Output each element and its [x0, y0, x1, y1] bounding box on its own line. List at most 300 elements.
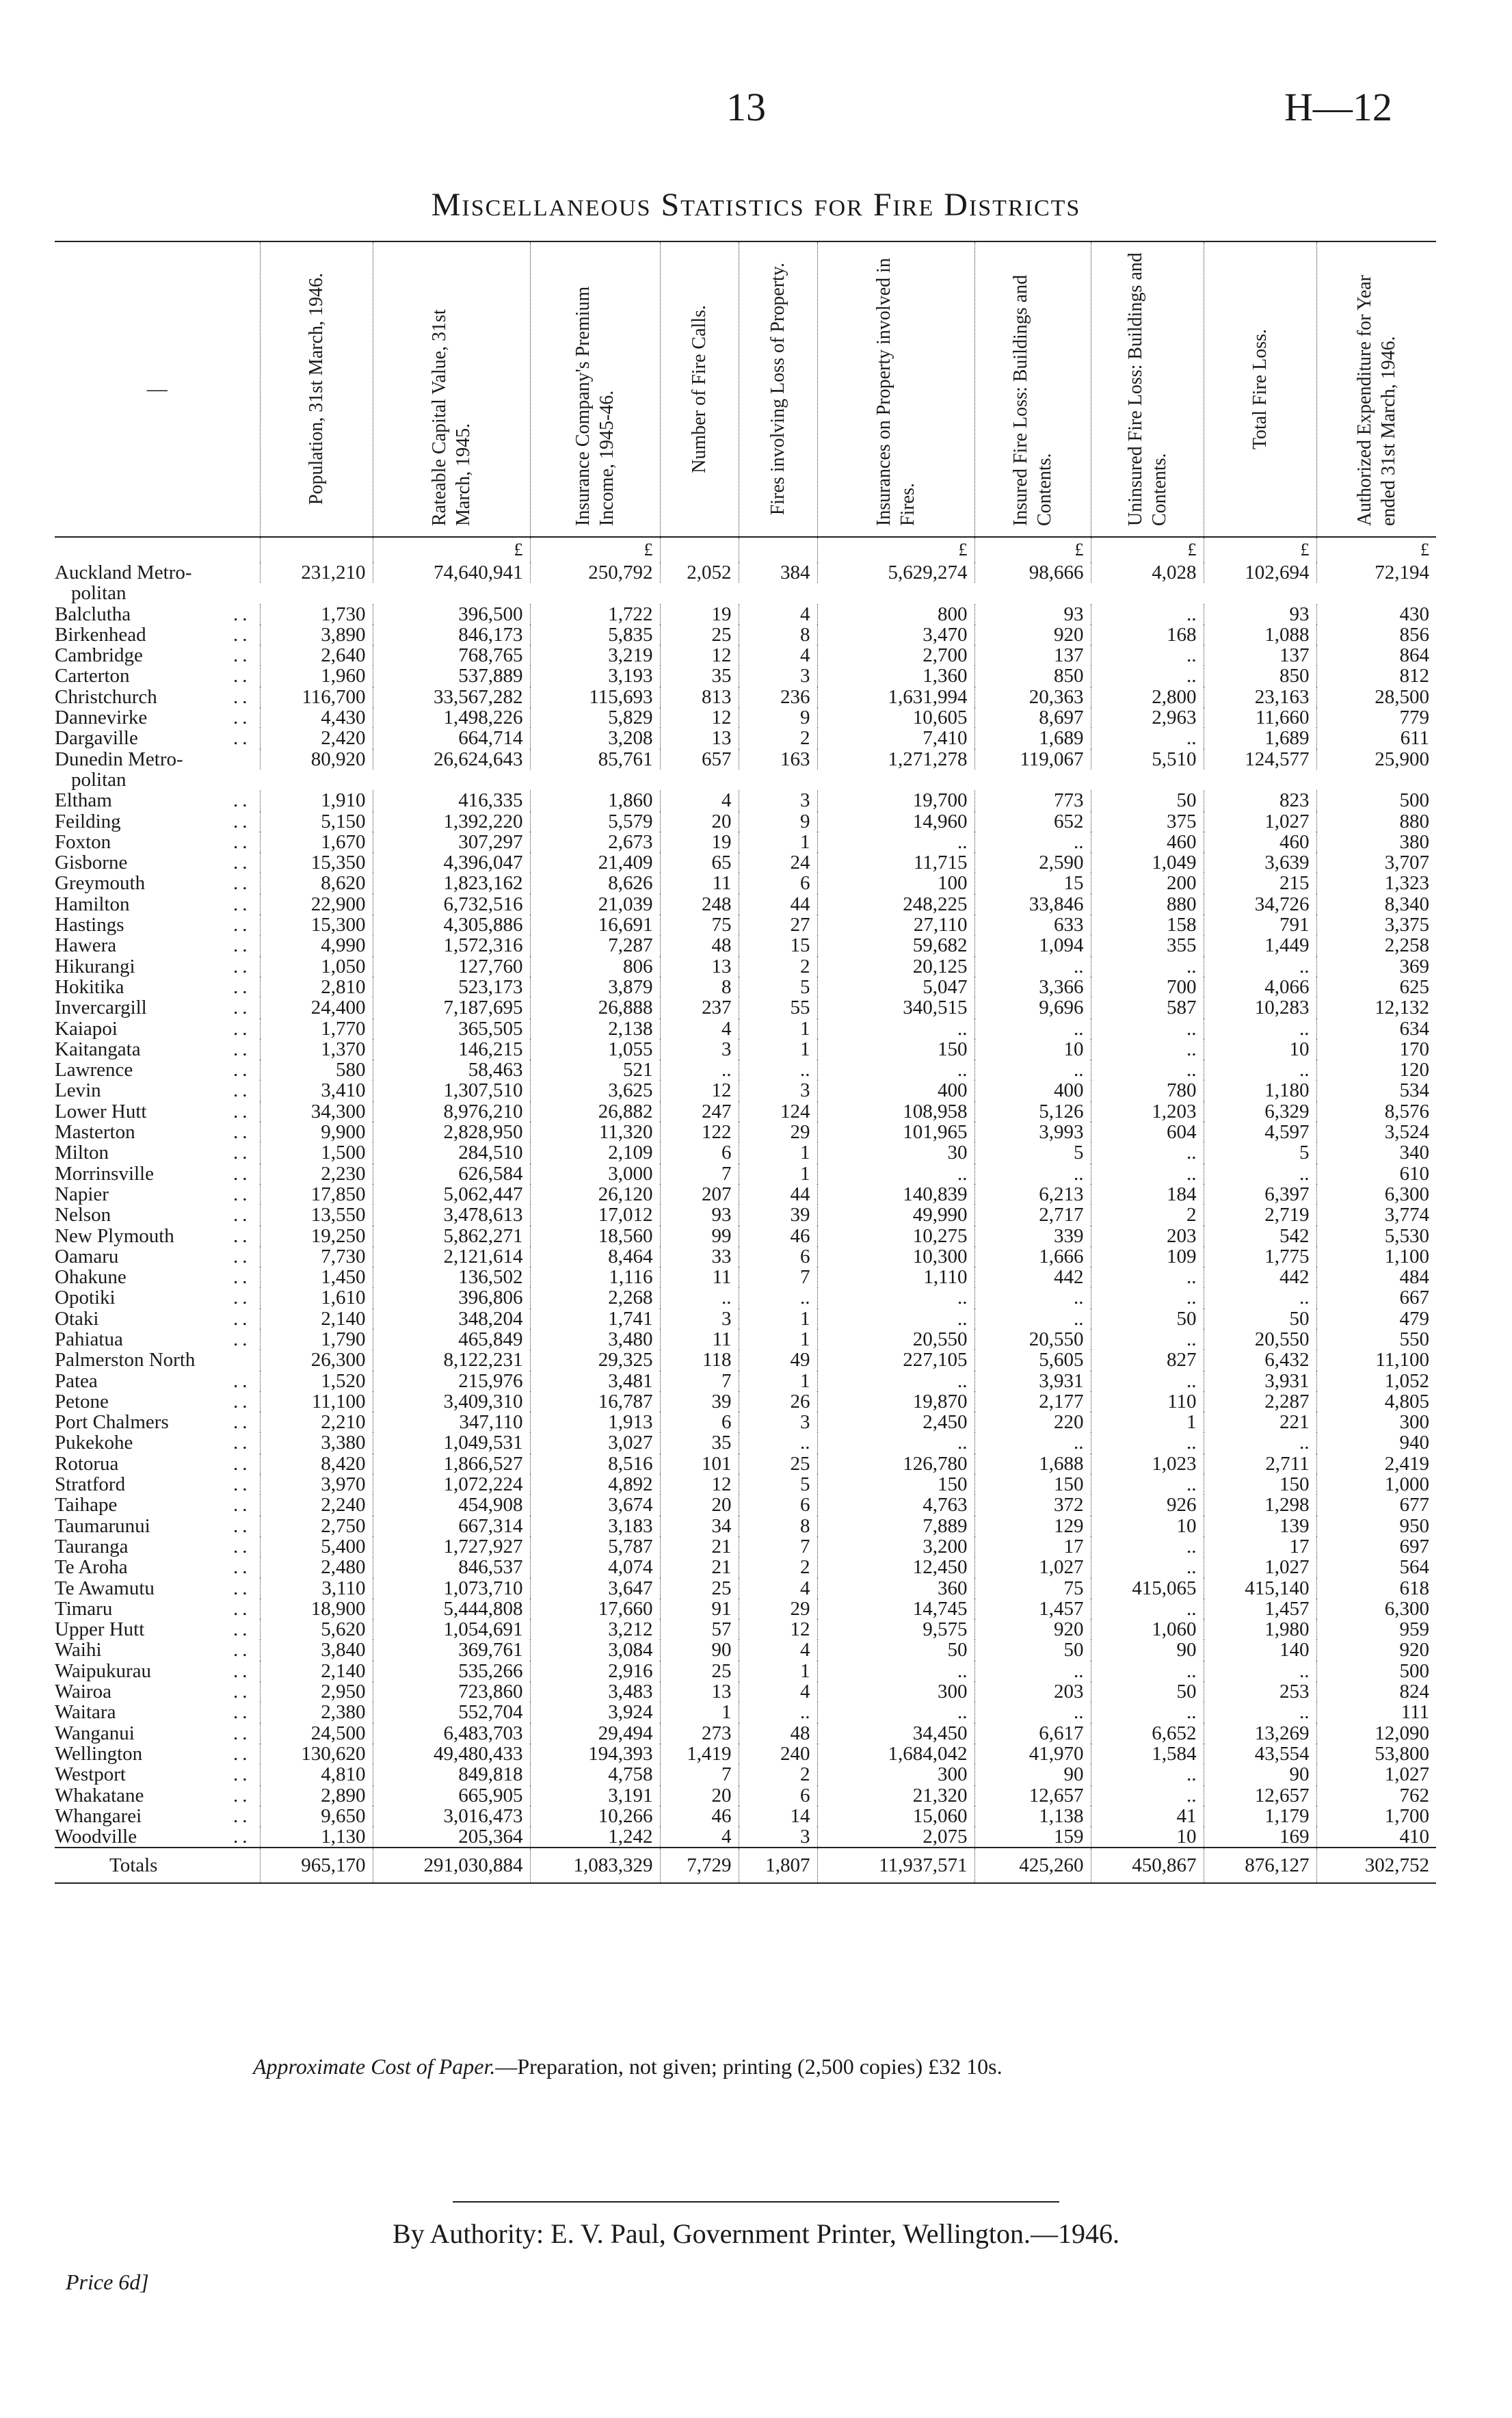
table-cell: .. [1091, 1536, 1204, 1557]
table-cell: 8,697 [974, 707, 1091, 728]
table-cell: 50 [974, 1640, 1091, 1660]
table-cell: 5 [1204, 1142, 1316, 1163]
table-cell: 5,620 [260, 1619, 373, 1640]
table-cell: 2,810 [260, 977, 373, 997]
table-cell: .. [1204, 1019, 1316, 1039]
table-cell: 4,597 [1204, 1122, 1316, 1142]
table-cell: .. [1091, 1557, 1204, 1577]
district-name: Woodville .. [55, 1826, 252, 1848]
column-header-population: Population, 31st March, 1946. [260, 242, 373, 536]
district-name: Wairoa .. [55, 1681, 252, 1703]
table-row [55, 1619, 1436, 1640]
table-cell: 25 [660, 625, 739, 645]
table-cell: 140,839 [817, 1184, 974, 1205]
table-cell: 3,016,473 [373, 1806, 530, 1826]
table-cell: 150 [974, 1474, 1091, 1495]
table-cell: 26,882 [530, 1101, 660, 1122]
table-cell: 454,908 [373, 1495, 530, 1515]
table-cell: 6 [660, 1142, 739, 1163]
table-row [55, 1142, 1436, 1163]
table-cell: 2,717 [974, 1205, 1091, 1225]
unit-cell: £ [974, 537, 1091, 562]
table-cell: 3,840 [260, 1640, 373, 1660]
table-cell: .. [817, 1287, 974, 1308]
table-cell: 8,976,210 [373, 1101, 530, 1122]
table-cell: 2,121,614 [373, 1246, 530, 1267]
table-cell: 3,774 [1316, 1205, 1436, 1225]
table-row [55, 915, 1436, 935]
table-cell: 850 [1204, 666, 1316, 686]
table-cell: 44 [739, 894, 817, 915]
table-cell: 101,965 [817, 1122, 974, 1142]
table-cell: 2,700 [817, 645, 974, 666]
table-cell: 49,480,433 [373, 1744, 530, 1764]
table-cell: 920 [974, 1619, 1091, 1640]
table-cell: 13 [660, 1681, 739, 1702]
table-cell: 8 [739, 625, 817, 645]
table-cell: 430 [1316, 604, 1436, 625]
column-header-insurances: Insurances on Property involved in Fires. [817, 242, 974, 536]
table-cell: 1,203 [1091, 1101, 1204, 1122]
table-cell: 1,498,226 [373, 707, 530, 728]
table-cell: 849,818 [373, 1764, 530, 1785]
column-header-district: — [146, 378, 168, 400]
table-cell: 2,950 [260, 1681, 373, 1702]
table-cell: 5,629,274 [817, 562, 974, 583]
table-cell: 4 [739, 645, 817, 666]
table-row [55, 1599, 1436, 1619]
table-cell: .. [974, 832, 1091, 852]
table-cell: .. [974, 1432, 1091, 1453]
table-cell: 1,457 [1204, 1599, 1316, 1619]
table-cell: 21,039 [530, 894, 660, 915]
table-cell: 780 [1091, 1080, 1204, 1101]
table-cell: 3,931 [974, 1371, 1091, 1391]
table-cell: .. [1204, 1287, 1316, 1308]
table-cell: 1,027 [1204, 811, 1316, 832]
district-name: Port Chalmers .. [55, 1411, 252, 1434]
table-cell: 5,062,447 [373, 1184, 530, 1205]
table-cell: 3,410 [260, 1080, 373, 1101]
table-cell: 273 [660, 1723, 739, 1744]
table-cell: 1,631,994 [817, 687, 974, 707]
table-cell: 3,470 [817, 625, 974, 645]
table-cell: .. [1091, 645, 1204, 666]
table-cell: 26,624,643 [373, 749, 530, 770]
table-cell: 1,775 [1204, 1246, 1316, 1267]
table-cell: 7,187,695 [373, 997, 530, 1018]
table-cell: 127,760 [373, 956, 530, 977]
table-cell: 11,100 [1316, 1350, 1436, 1370]
table-cell: 537,889 [373, 666, 530, 686]
table-cell: 2,916 [530, 1661, 660, 1681]
table-cell: 1 [739, 1019, 817, 1039]
table-cell: 203 [1091, 1226, 1204, 1246]
table-cell: .. [1091, 1474, 1204, 1495]
table-cell: 959 [1316, 1619, 1436, 1640]
table-cell: 1,055 [530, 1039, 660, 1060]
table-row [55, 1329, 1436, 1350]
table-cell: 25 [739, 1454, 817, 1474]
unit-cell: £ [1091, 537, 1204, 562]
table-cell: 779 [1316, 707, 1436, 728]
table-cell: 1,689 [1204, 728, 1316, 748]
table-cell: 339 [974, 1226, 1091, 1246]
table-cell: 1,670 [260, 832, 373, 852]
column-header-insured-loss: Insured Fire Loss: Buildings and Contents. [974, 242, 1091, 536]
district-name: Nelson .. [55, 1204, 252, 1226]
table-cell: 2,230 [260, 1164, 373, 1184]
table-row [55, 1164, 1436, 1184]
table-cell: 7,889 [817, 1516, 974, 1536]
table-row [55, 1764, 1436, 1785]
table-cell: 55 [739, 997, 817, 1018]
table-row [55, 1454, 1436, 1474]
table-cell: 1,060 [1091, 1619, 1204, 1640]
table-cell: 1,790 [260, 1329, 373, 1350]
table-row [55, 1578, 1436, 1599]
table-cell: .. [974, 1019, 1091, 1039]
table-cell: 1,610 [260, 1287, 373, 1308]
table-cell: 827 [1091, 1350, 1204, 1370]
table-cell: 19 [660, 604, 739, 625]
table-cell: 1,980 [1204, 1619, 1316, 1640]
table-row [55, 625, 1436, 645]
table-cell: .. [817, 1309, 974, 1329]
table-cell: .. [817, 1060, 974, 1080]
table-cell: 442 [1204, 1267, 1316, 1287]
unit-cell [55, 537, 260, 562]
table-cell: .. [974, 1309, 1091, 1329]
table-cell: 90 [1091, 1640, 1204, 1660]
table-cell: 3,480 [530, 1329, 660, 1350]
district-name: Petone .. [55, 1390, 252, 1412]
table-cell: 169 [1204, 1826, 1316, 1848]
table-cell: 4,066 [1204, 977, 1316, 997]
table-cell: 9 [739, 707, 817, 728]
table-cell: 4,305,886 [373, 915, 530, 935]
table-cell: 53,800 [1316, 1744, 1436, 1764]
divider [453, 2201, 1059, 2203]
table-cell: 93 [974, 604, 1091, 625]
table-cell: 7 [660, 1371, 739, 1391]
district-name: Te Aroha .. [55, 1556, 252, 1579]
table-cell: 400 [817, 1080, 974, 1101]
table-cell: 39 [660, 1391, 739, 1412]
units-row [55, 537, 1436, 562]
district-name: Waipukurau .. [55, 1659, 252, 1682]
table-cell: 4,074 [530, 1557, 660, 1577]
table-row [55, 832, 1436, 852]
totals-cell: 450,867 [1091, 1848, 1204, 1883]
table-cell: 1,419 [660, 1744, 739, 1764]
totals-cell: 302,752 [1316, 1848, 1436, 1883]
table-cell: 6 [660, 1412, 739, 1432]
table-cell: 1,138 [974, 1806, 1091, 1826]
unit-cell: £ [530, 537, 660, 562]
table-cell: 129 [974, 1516, 1091, 1536]
table-cell: 284,510 [373, 1142, 530, 1163]
table-cell: 4,990 [260, 935, 373, 956]
table-cell: 150 [817, 1039, 974, 1060]
district-name: Dargaville .. [55, 727, 252, 750]
table-cell: 21 [660, 1536, 739, 1557]
table-cell: 3,890 [260, 625, 373, 645]
table-cell: 410 [1316, 1826, 1436, 1848]
table-cell: .. [1204, 1661, 1316, 1681]
unit-cell [260, 537, 373, 562]
district-name: Wellington .. [55, 1742, 252, 1765]
table-cell: 360 [817, 1578, 974, 1599]
table-cell: 3,380 [260, 1432, 373, 1453]
table-cell: 116,700 [260, 687, 373, 707]
table-cell: 50 [1204, 1309, 1316, 1329]
table-cell: .. [1091, 1764, 1204, 1785]
table-cell: .. [1091, 1164, 1204, 1184]
table-cell: 7 [660, 1764, 739, 1785]
table-cell: 231,210 [260, 562, 373, 583]
district-name: Levin .. [55, 1079, 252, 1102]
table-body [55, 537, 1436, 1848]
table-row [55, 1412, 1436, 1432]
table-cell: 57 [660, 1619, 739, 1640]
table-cell: 10,266 [530, 1806, 660, 1826]
table-cell: 2,420 [260, 728, 373, 748]
table-cell: .. [974, 1164, 1091, 1184]
table-cell: 30 [817, 1142, 974, 1163]
table-cell: 6 [739, 873, 817, 893]
table-cell: 1,027 [1204, 1557, 1316, 1577]
table-cell: 13 [660, 956, 739, 977]
table-cell: 9,650 [260, 1806, 373, 1826]
column-header-fire-calls: Number of Fire Calls. [660, 242, 739, 536]
table-cell: .. [817, 1702, 974, 1722]
table-cell: 500 [1316, 1661, 1436, 1681]
table-cell: 203 [974, 1681, 1091, 1702]
table-cell: 50 [1091, 1309, 1204, 1329]
table-cell: 1,298 [1204, 1495, 1316, 1515]
district-name: Stratford .. [55, 1473, 252, 1496]
table-cell: 1 [739, 1309, 817, 1329]
table-cell: .. [1091, 1060, 1204, 1080]
table-cell: 34,726 [1204, 894, 1316, 915]
table-cell: 12 [660, 645, 739, 666]
table-cell: 1,741 [530, 1309, 660, 1329]
table-cell: 102,694 [1204, 562, 1316, 583]
table-cell: 300 [817, 1764, 974, 1785]
table-cell: 220 [974, 1412, 1091, 1432]
table-cell: 1,110 [817, 1267, 974, 1287]
table-cell: 11,715 [817, 852, 974, 873]
table-cell: 98,666 [974, 562, 1091, 583]
table-cell: 9,696 [974, 997, 1091, 1018]
table-cell: 6,329 [1204, 1101, 1316, 1122]
table-cell: 415,065 [1091, 1578, 1204, 1599]
table-cell: 10,605 [817, 707, 974, 728]
table-cell: 3,000 [530, 1164, 660, 1184]
table-cell: 521 [530, 1060, 660, 1080]
table-cell: 4,028 [1091, 562, 1204, 583]
table-cell: 7 [739, 1536, 817, 1557]
table-cell: 633 [974, 915, 1091, 935]
table-cell: 34,300 [260, 1101, 373, 1122]
table-cell: 1 [739, 832, 817, 852]
table-cell: 5 [739, 1474, 817, 1495]
table-cell: 1,866,527 [373, 1454, 530, 1474]
totals-row [55, 1848, 1436, 1883]
table-cell: 634 [1316, 1019, 1436, 1039]
table-cell: 6,300 [1316, 1184, 1436, 1205]
unit-cell [660, 537, 739, 562]
totals-cell: 965,170 [260, 1848, 373, 1883]
unit-cell: £ [817, 537, 974, 562]
table-cell: 6 [739, 1246, 817, 1267]
table-cell: 50 [817, 1640, 974, 1660]
table-cell: 1,072,224 [373, 1474, 530, 1495]
table-cell: 1,130 [260, 1826, 373, 1848]
table-row [55, 687, 1436, 707]
table-cell: 3,625 [530, 1080, 660, 1101]
table-cell: 3,707 [1316, 852, 1436, 873]
table-cell: 10,300 [817, 1246, 974, 1267]
table-cell: 13,550 [260, 1205, 373, 1225]
table-cell: 300 [817, 1681, 974, 1702]
table-cell: 626,584 [373, 1164, 530, 1184]
table-cell: 2 [739, 1557, 817, 1577]
table-row [55, 1287, 1436, 1308]
printer-authority: By Authority: E. V. Paul, Government Printer, Wellington.—1946. [393, 2218, 1119, 2249]
table-cell: 168 [1091, 625, 1204, 645]
table-cell: 940 [1316, 1432, 1436, 1453]
district-name: Foxton .. [55, 830, 252, 853]
table-row [55, 997, 1436, 1018]
table-row [55, 604, 1436, 625]
table-cell: 21 [660, 1557, 739, 1577]
table-cell: .. [1091, 1287, 1204, 1308]
table-cell: 2,828,950 [373, 1122, 530, 1142]
district-name: Napier .. [55, 1183, 252, 1205]
table-cell: 13,269 [1204, 1723, 1316, 1744]
table-row [55, 1226, 1436, 1246]
table-cell: 3 [660, 1039, 739, 1060]
table-row [55, 873, 1436, 893]
table-cell: 26 [739, 1391, 817, 1412]
table-cell: 667,314 [373, 1516, 530, 1536]
table-row [55, 1723, 1436, 1744]
table-cell: .. [974, 1060, 1091, 1080]
table-cell: 100 [817, 873, 974, 893]
district-name: Hokitika .. [55, 975, 252, 998]
district-name: Eltham .. [55, 789, 252, 812]
table-cell [1204, 583, 1316, 603]
table-cell: 542 [1204, 1226, 1316, 1246]
table-cell: 442 [974, 1267, 1091, 1287]
table-cell: 4,430 [260, 707, 373, 728]
table-cell: 824 [1316, 1681, 1436, 1702]
table-row [55, 894, 1436, 915]
table-cell: 74,640,941 [373, 562, 530, 583]
district-name: Oamaru .. [55, 1245, 252, 1267]
table-cell: 3 [739, 1080, 817, 1101]
table-row [55, 1350, 1436, 1370]
cost-note-label: Approximate Cost of Paper. [253, 2054, 496, 2079]
table-cell: 3,478,613 [373, 1205, 530, 1225]
table-cell: 2,287 [1204, 1391, 1316, 1412]
table-row [55, 562, 1436, 583]
table-cell: 109 [1091, 1246, 1204, 1267]
table-cell: 4,810 [260, 1764, 373, 1785]
table-row [55, 707, 1436, 728]
table-cell: 41,970 [974, 1744, 1091, 1764]
table-cell: 39 [739, 1205, 817, 1225]
district-name: Kaiapoi .. [55, 1017, 252, 1040]
table-cell: 46 [739, 1226, 817, 1246]
table-cell: 99 [660, 1226, 739, 1246]
table-cell: 1,073,710 [373, 1578, 530, 1599]
table-cell: 7,410 [817, 728, 974, 748]
table-row [55, 1039, 1436, 1060]
table-cell: 1,360 [817, 666, 974, 686]
table-cell: 4 [660, 1826, 739, 1848]
page-number: 13 [726, 85, 766, 129]
table-cell: 3,879 [530, 977, 660, 997]
unit-cell: £ [1316, 537, 1436, 562]
table-cell: 604 [1091, 1122, 1204, 1142]
table-cell: 8,420 [260, 1454, 373, 1474]
table-cell: 6,300 [1316, 1599, 1436, 1619]
table-cell: 460 [1091, 832, 1204, 852]
table-cell: 46 [660, 1806, 739, 1826]
table-cell: 12 [660, 707, 739, 728]
district-name: Balclutha .. [55, 603, 252, 625]
district-name: Opotiki .. [55, 1287, 252, 1309]
district-name: Lower Hutt .. [55, 1100, 252, 1122]
table-cell: 2,673 [530, 832, 660, 852]
table-row [55, 1474, 1436, 1495]
table-cell: 5,047 [817, 977, 974, 997]
table-row [55, 1806, 1436, 1826]
table-cell: 4 [739, 1578, 817, 1599]
district-name: Palmerston North [55, 1349, 196, 1371]
table-cell: 355 [1091, 935, 1204, 956]
table-cell: 1,500 [260, 1142, 373, 1163]
totals-label: Totals [55, 1848, 260, 1883]
table-cell: 17,012 [530, 1205, 660, 1225]
table-cell: 159 [974, 1826, 1091, 1848]
table-cell: 6,213 [974, 1184, 1091, 1205]
table-cell: 2,800 [1091, 687, 1204, 707]
table-cell: 1,027 [1316, 1764, 1436, 1785]
table-cell: 10,283 [1204, 997, 1316, 1018]
table-row [55, 1122, 1436, 1142]
table-cell: .. [1204, 956, 1316, 977]
table-cell: 4 [739, 604, 817, 625]
table-cell: 479 [1316, 1309, 1436, 1329]
totals-cell: 876,127 [1204, 1848, 1316, 1883]
table-cell: 15,350 [260, 852, 373, 873]
table-cell: .. [1204, 1164, 1316, 1184]
district-name: politan [71, 582, 127, 605]
table-cell: 23,163 [1204, 687, 1316, 707]
table-cell: .. [739, 1702, 817, 1722]
table-cell: 415,140 [1204, 1578, 1316, 1599]
table-cell: 1,000 [1316, 1474, 1436, 1495]
table-cell: 80,920 [260, 749, 373, 770]
table-cell: 115,693 [530, 687, 660, 707]
table-row [55, 1702, 1436, 1722]
table-cell: 59,682 [817, 935, 974, 956]
district-name: Timaru .. [55, 1597, 252, 1620]
